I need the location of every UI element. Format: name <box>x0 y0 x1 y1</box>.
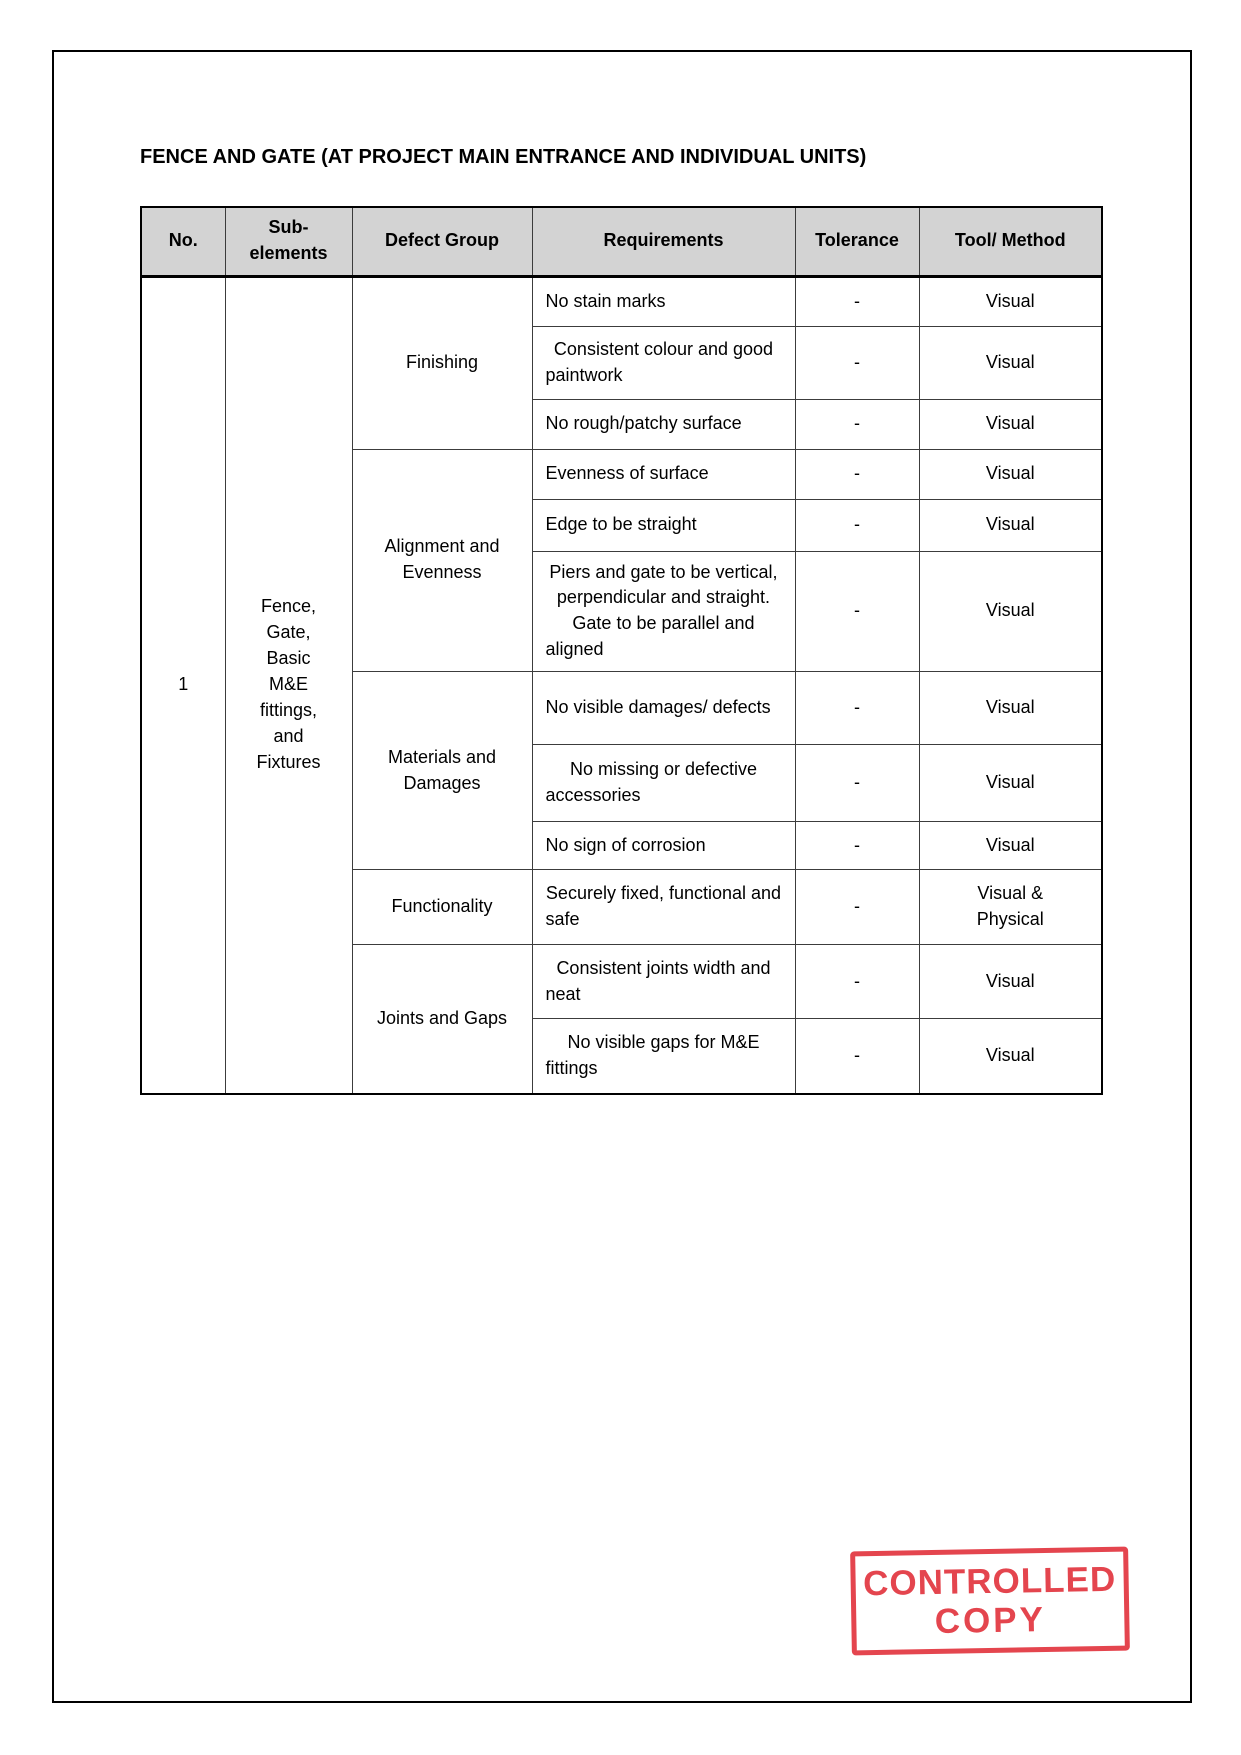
cell-tool: Visual <box>919 945 1102 1019</box>
defect-checklist-table <box>140 206 1103 1095</box>
cell-defect-group-alignment: Alignment and Evenness <box>352 449 532 672</box>
page-title: FENCE AND GATE (AT PROJECT MAIN ENTRANCE AND INDIVIDUAL UNITS) <box>140 146 867 168</box>
col-header-sub-elements <box>225 207 352 276</box>
cell-requirement: Edge to be straight <box>532 499 795 551</box>
cell-tolerance: - <box>795 449 919 499</box>
cell-requirement: No visible damages/ defects <box>532 672 795 745</box>
cell-tolerance: - <box>795 499 919 551</box>
cell-requirement: Consistent colour and good paintwork <box>532 326 795 399</box>
cell-defect-group-finishing: Finishing <box>352 276 532 449</box>
cell-tool: Visual <box>919 399 1102 449</box>
table-row <box>141 276 1102 326</box>
stamp-text-line1: CONTROLLED <box>862 1559 1117 1604</box>
cell-requirement: Piers and gate to be vertical, perpendicular and straight. Gate to be parallel and aligned <box>532 551 795 672</box>
cell-tool: Visual <box>919 551 1102 672</box>
cell-requirement: No visible gaps for M&E fittings <box>532 1019 795 1094</box>
cell-tool: Visual <box>919 1019 1102 1094</box>
cell-sub-elements-text: Fence, Gate, Basic M&E fittings, and Fixtures <box>256 596 321 772</box>
cell-requirement: No stain marks <box>532 276 795 326</box>
col-header-no: No. <box>141 207 225 276</box>
cell-tool-text: Visual & Physical <box>976 883 1044 930</box>
header-row <box>141 207 1102 276</box>
cell-tolerance: - <box>795 870 919 945</box>
cell-tolerance: - <box>795 945 919 1019</box>
cell-no: 1 <box>141 276 225 1094</box>
cell-tolerance: - <box>795 276 919 326</box>
cell-tool: Visual <box>919 822 1102 870</box>
cell-requirement: No missing or defective accessories <box>532 745 795 822</box>
cell-defect-group-functionality: Functionality <box>352 870 532 945</box>
cell-tool: Visual <box>919 449 1102 499</box>
cell-tool: Visual <box>919 499 1102 551</box>
cell-tolerance: - <box>795 672 919 745</box>
cell-tolerance: - <box>795 326 919 399</box>
cell-tolerance: - <box>795 745 919 822</box>
cell-tool: Visual <box>919 672 1102 745</box>
cell-tolerance: - <box>795 1019 919 1094</box>
col-header-requirements: Requirements <box>532 207 795 276</box>
cell-tool: Visual <box>919 326 1102 399</box>
cell-requirement: No rough/patchy surface <box>532 399 795 449</box>
cell-tool <box>919 870 1102 945</box>
cell-requirement: Evenness of surface <box>532 449 795 499</box>
cell-sub-elements <box>225 276 352 1094</box>
stamp-text-line2: COPY <box>934 1600 1047 1641</box>
cell-requirement: Securely fixed, functional and safe <box>532 870 795 945</box>
col-header-defect-group: Defect Group <box>352 207 532 276</box>
cell-tool: Visual <box>919 276 1102 326</box>
col-header-tool-method: Tool/ Method <box>919 207 1102 276</box>
cell-defect-group-materials: Materials and Damages <box>352 672 532 870</box>
cell-requirement: No sign of corrosion <box>532 822 795 870</box>
col-header-tolerance: Tolerance <box>795 207 919 276</box>
controlled-copy-stamp <box>850 1547 1130 1656</box>
cell-requirement: Consistent joints width and neat <box>532 945 795 1019</box>
cell-tolerance: - <box>795 822 919 870</box>
cell-tolerance: - <box>795 399 919 449</box>
col-header-sub-elements-label: Sub-elements <box>249 217 328 264</box>
cell-tolerance: - <box>795 551 919 672</box>
cell-tool: Visual <box>919 745 1102 822</box>
cell-defect-group-joints: Joints and Gaps <box>352 945 532 1094</box>
